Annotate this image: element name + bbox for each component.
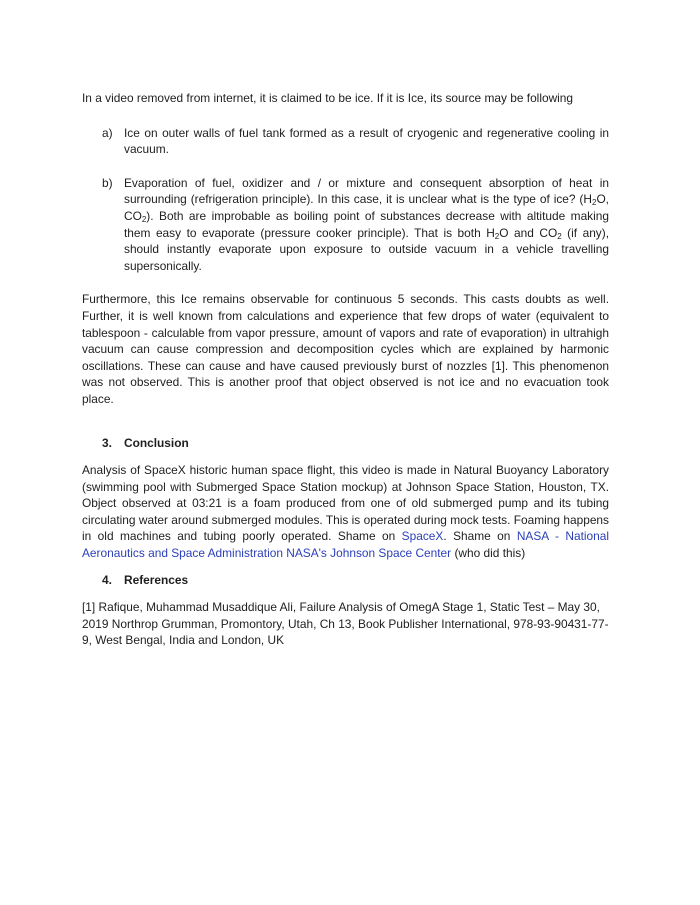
text-segment: (if any), should instantly evaporate upon exposure to outside vacuum in a vehicle travelling supersonically. (124, 225, 610, 273)
list-item (82, 175, 609, 275)
subscript: 2 (557, 231, 562, 241)
conclusion-paragraph (82, 462, 609, 562)
text-segment: O, CO (124, 192, 609, 223)
list-item-text: Ice on outer walls of fuel tank formed as a result of cryogenic and regenerative cooling in vacuum. (124, 125, 609, 157)
spacex-link[interactable]: SpaceX (401, 529, 444, 544)
text-segment: ). Both are improbable as boiling point of substances decrease with altitude making them easy to evaporate (pressure cooker principle). That is both H (124, 208, 609, 240)
list-marker: b) (102, 175, 113, 190)
references-heading (82, 572, 609, 589)
text-segment: . Shame on (443, 529, 517, 544)
text-segment: Evaporation of fuel, oxidizer and / or mixture and consequent absorption of heat in surrounding (refrigeration principle). In this case, it is unclear what is the type of ice? (H (124, 175, 609, 207)
intro-paragraph: In a video removed from internet, it is claimed to be ice. If it is Ice, its source may be following (82, 91, 574, 105)
text-segment: O and CO (499, 225, 558, 240)
subscript: 2 (591, 198, 597, 208)
list-marker: a) (102, 125, 113, 140)
list-item-text (124, 176, 609, 273)
section-number: 4. (102, 572, 112, 587)
furthermore-paragraph: Furthermore, this Ice remains observable for continuous 5 seconds. This casts doubts as well. Further, it is well known from calculations and experience that few drops of water (equivalent to tablespoon - calculable from vapor pressure, amount of vapors and rate of evaporation) in ultrahigh vacuum can cause compression and decomposition cycles which are explained by harmonic oscillations. These can cause and have caused previously burst of nozzles [1]. This phenomenon was not observed. This is another proof that object observed is not ice and no evacuation took place. (82, 292, 609, 406)
subscript: 2 (141, 214, 147, 224)
conclusion-heading (82, 435, 609, 452)
ice-source-list (82, 125, 609, 275)
reference-item: [1] Rafique, Muhammad Musaddique Ali, Failure Analysis of OmegA Stage 1, Static Test – May 30, 2019 Northrop Grumman, Promontory, Utah, Ch 13, Book Publisher International, 978-93-90431-77-9, West Bengal, India and London, UK (82, 600, 609, 648)
section-title: Conclusion (124, 435, 189, 450)
subscript: 2 (494, 231, 500, 241)
list-item (82, 125, 609, 158)
text-segment: Analysis of SpaceX historic human space flight, this video is made in Natural Buoyancy Laboratory (swimming pool with Submerged Space Station mockup) at Johnson Space Station, Houston, TX. Object observed at 03:21 is a foam produced from one of old submerged pump and its tubing circulating water around submerged modules. This is operated during mock tests. Foaming happens in old machines and tubing poorly operated. Shame on (82, 463, 609, 544)
text-segment: (who did this) (451, 546, 526, 561)
section-title: References (124, 572, 189, 587)
johnson-space-center-link[interactable]: NASA's Johnson Space Center (286, 546, 452, 561)
section-number: 3. (102, 435, 112, 450)
document-page (82, 90, 609, 649)
nasa-link[interactable]: NASA - National Aeronautics and Space Administration (82, 529, 609, 561)
